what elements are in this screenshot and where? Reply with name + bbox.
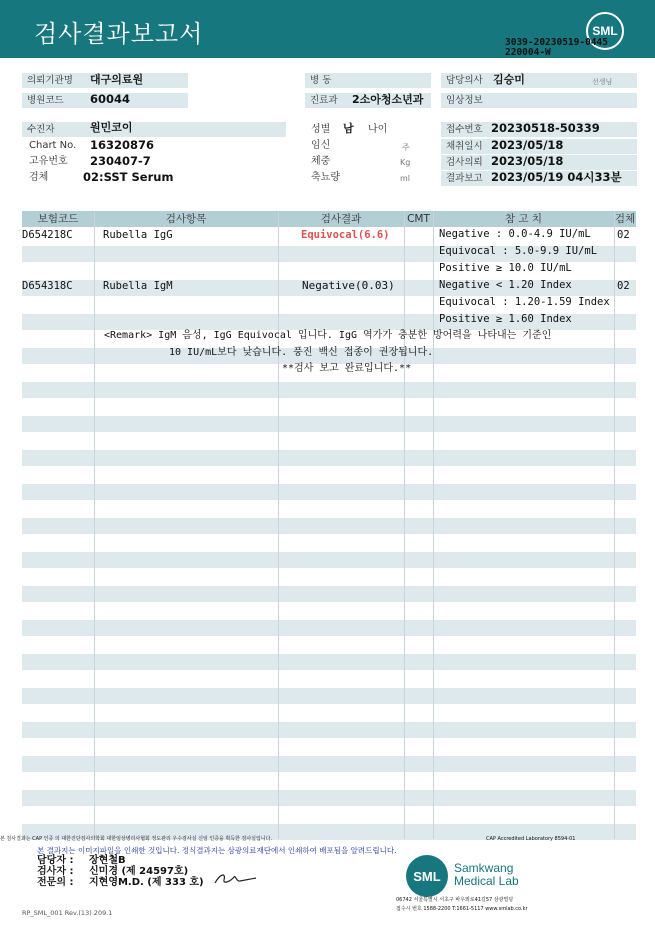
- col-header-result: 검사결과: [320, 213, 362, 225]
- institution-value: 대구의료원: [90, 73, 144, 86]
- sex-value: 남: [343, 122, 354, 135]
- request-label: 검사의뢰: [441, 155, 637, 170]
- weight-label: 체중: [311, 156, 331, 167]
- document-id-line1: 3039-20230519-0445: [505, 37, 608, 48]
- column-divider: [404, 211, 405, 839]
- row1-ref-2: Equivocal : 5.0-9.9 IU/mL: [439, 245, 598, 257]
- urine-label: 축뇨량: [311, 172, 340, 183]
- table-stripe: [22, 756, 636, 772]
- column-divider: [614, 211, 615, 839]
- patient-label: 수진자: [22, 122, 286, 137]
- table-stripe: [22, 450, 636, 466]
- dept-value: 2소아청소년과: [352, 93, 424, 106]
- row2-code: D654318C: [22, 280, 73, 292]
- hospital-code-value: 60044: [90, 92, 131, 106]
- row2-item: Rubella IgM: [103, 280, 173, 292]
- doctor-suffix: 선생님: [592, 78, 613, 86]
- table-stripe: [22, 586, 636, 602]
- lab-name: [454, 862, 519, 888]
- table-stripe: [22, 790, 636, 806]
- sml-footer-logo: SML: [406, 855, 448, 897]
- table-stripe: [22, 552, 636, 568]
- specimen-value: 02:SST Serum: [83, 170, 174, 184]
- column-divider: [94, 211, 95, 839]
- lab-name-line2: Medical Lab: [454, 874, 519, 888]
- ward-label: 병 동: [305, 73, 431, 88]
- urine-unit: ml: [400, 174, 411, 183]
- hospital-code-label: 병원코드: [22, 93, 188, 108]
- table-stripe: [22, 416, 636, 432]
- sex-label: 성별: [311, 124, 331, 135]
- row2-result: Negative(0.03): [302, 279, 395, 292]
- examiner-label: 검사자 :: [37, 866, 74, 877]
- lab-name-line1: Samkwang: [454, 861, 514, 875]
- row2-ref-3: Positive ≥ 1.60 Index: [439, 313, 572, 325]
- col-header-reference: 참 고 치: [504, 213, 543, 225]
- specialist-label: 전문의 :: [37, 877, 74, 888]
- row1-ref-3: Positive ≥ 10.0 IU/mL: [439, 262, 572, 274]
- row2-ref-2: Equivocal : 1.20-1.59 Index: [439, 296, 610, 308]
- collection-date: 2023/05/18: [491, 138, 564, 152]
- recorder-label: 담당자 :: [37, 855, 74, 866]
- specialist-name: 지현영M.D. (제 333 호): [89, 877, 204, 888]
- table-stripe: [22, 484, 636, 500]
- patient-name: 원민코이: [90, 121, 133, 134]
- unique-number-label: 고유번호: [29, 156, 68, 167]
- cap-accreditation: CAP Accredited Laboratory 8594-01: [486, 836, 576, 842]
- table-stripe: [22, 688, 636, 704]
- lab-contact: 접수시 번호 1588-2200 T:1661-5117 www.smlab.co.kr: [396, 906, 528, 912]
- request-date: 2023/05/18: [491, 154, 564, 168]
- column-divider: [278, 211, 279, 839]
- receipt-number: 20230518-50339: [491, 121, 600, 135]
- row1-specimen: 02: [617, 229, 630, 241]
- col-header-specimen: 검체: [614, 213, 636, 225]
- report-datetime: 2023/05/19 04시33분: [491, 170, 622, 184]
- table-stripe: [22, 382, 636, 398]
- age-label: 나이: [368, 124, 388, 135]
- row1-item: Rubella IgG: [103, 229, 173, 241]
- document-id-line2: 220004-W: [505, 47, 551, 58]
- col-header-item: 검사항목: [165, 213, 207, 225]
- remark-line-1: <Remark> IgM 음성, IgG Equivocal 입니다. IgG 역가가 충분한 방어력을 나타내는 기준인: [104, 330, 552, 341]
- row2-specimen: 02: [617, 280, 630, 292]
- document-id: [505, 38, 608, 58]
- chart-number: 16320876: [90, 138, 155, 152]
- doctor-name: 김승미: [493, 73, 525, 86]
- specimen-label: 검체: [29, 172, 49, 183]
- institution-label: 의뢰기관명: [22, 73, 188, 88]
- col-header-code: 보험코드: [37, 213, 79, 225]
- column-divider: [433, 211, 434, 839]
- table-stripe: [22, 654, 636, 670]
- table-stripe: [22, 620, 636, 636]
- report-complete-note: **검사 보고 완료입니다.**: [282, 363, 412, 374]
- sml-logo: SML: [586, 12, 624, 50]
- examiner-name: 신미경 (제 24597호): [89, 866, 189, 877]
- lab-address: 06742 서울특별시 서초구 바우뫼로41길57 삼광빌딩: [396, 897, 514, 903]
- table-stripe: [22, 722, 636, 738]
- chart-label: Chart No.: [29, 140, 77, 151]
- report-label: 결과보고: [441, 171, 637, 186]
- row1-result: Equivocal(6.6): [301, 229, 390, 241]
- dept-label: 진료과: [305, 93, 431, 108]
- recorder-name: 장현철B: [89, 855, 126, 866]
- image-copy-notice: 본 결과지는 이미지파일을 인쇄한 것입니다. 정식결과지는 삼광의료재단에서 인쇄하여 배포됨을 알려드립니다.: [37, 846, 397, 855]
- row1-code: D654218C: [22, 229, 73, 241]
- table-stripe: [22, 518, 636, 534]
- weight-unit: Kg: [400, 158, 411, 167]
- col-header-cmt: CMT: [407, 213, 430, 225]
- clinical-info-label: 임상정보: [441, 93, 637, 108]
- receipt-label: 접수번호: [441, 122, 637, 137]
- row1-ref-1: Negative : 0.0-4.9 IU/mL: [439, 228, 591, 240]
- doctor-label: 담당의사: [441, 73, 637, 88]
- collection-label: 채취일시: [441, 139, 637, 154]
- remark-line-2: 10 IU/mL보다 낮습니다. 풍진 백신 접종이 권장됩니다.: [169, 347, 434, 358]
- signature-image: [212, 868, 262, 888]
- page-title: 검사결과보고서: [34, 20, 204, 48]
- pregnancy-unit: 주: [402, 143, 410, 152]
- form-code: RP_SML_001 Rev.(13) 209.1: [22, 909, 113, 917]
- unique-number: 230407-7: [90, 154, 151, 168]
- accreditation-note: 본 검사결과는 CAP 인증 의 대한진단검사의학회 대한임상병리사협회 정도관리 우수검사실 신임 인증을 획득한 검사실입니다.: [0, 836, 273, 842]
- row2-ref-1: Negative < 1.20 Index: [439, 279, 572, 291]
- pregnancy-label: 임신: [311, 140, 331, 151]
